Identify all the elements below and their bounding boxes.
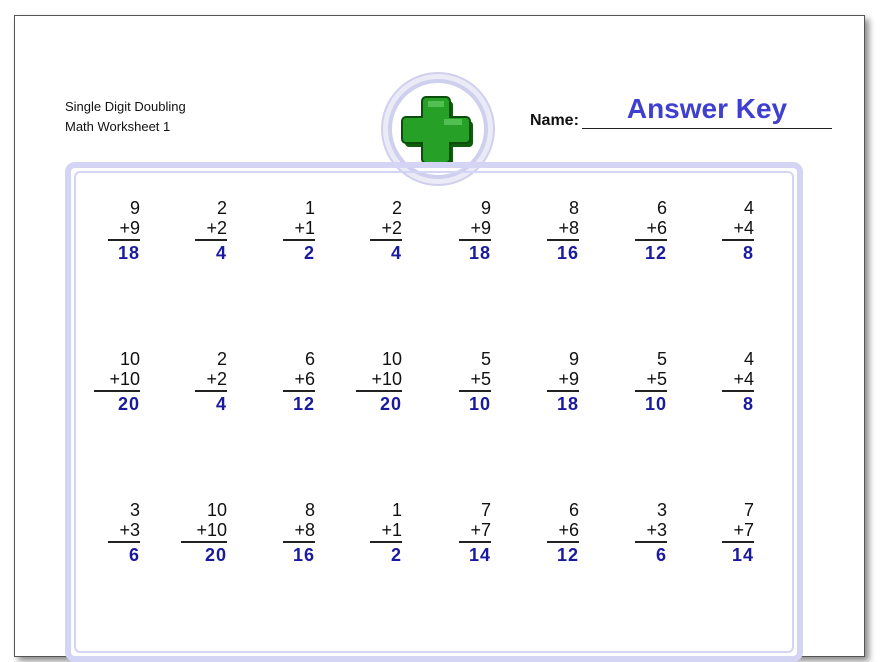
name-answer-key: Answer Key	[626, 93, 788, 124]
problem-top-number: 8	[568, 198, 579, 218]
problem-top-number: 10	[206, 500, 227, 520]
problem	[547, 198, 579, 263]
problem-bottom-addend: +10	[94, 369, 140, 392]
problem-answer: 6	[128, 545, 140, 565]
problem-top-number: 2	[216, 198, 227, 218]
problem-top-number: 6	[656, 198, 667, 218]
problem-answer: 4	[215, 243, 227, 263]
problem	[283, 500, 315, 565]
problem-bottom-addend: +3	[635, 520, 667, 543]
problem	[283, 198, 315, 263]
problem-top-number: 2	[391, 198, 402, 218]
problem-bottom-addend: +2	[195, 369, 227, 392]
name-field	[530, 94, 832, 130]
problem-top-number: 8	[304, 500, 315, 520]
problem-answer: 18	[468, 243, 491, 263]
problem-bottom-addend: +2	[370, 218, 402, 241]
problem-top-number: 7	[743, 500, 754, 520]
problem-bottom-addend: +1	[283, 218, 315, 241]
problem-answer: 20	[379, 394, 402, 414]
problem-answer: 10	[644, 394, 667, 414]
problem-top-number: 1	[391, 500, 402, 520]
problem	[370, 500, 402, 565]
problem-answer: 8	[742, 394, 754, 414]
worksheet-title	[65, 97, 186, 137]
problem-bottom-addend: +9	[547, 369, 579, 392]
problem-answer: 14	[731, 545, 754, 565]
problem	[283, 349, 315, 414]
problem-bottom-addend: +8	[547, 218, 579, 241]
problem-top-number: 10	[381, 349, 402, 369]
problem	[722, 198, 754, 263]
problem	[195, 349, 227, 414]
problem-answer: 20	[117, 394, 140, 414]
problem	[459, 500, 491, 565]
problem-bottom-addend: +1	[370, 520, 402, 543]
problem-top-number: 9	[568, 349, 579, 369]
problem	[108, 198, 140, 263]
problem-bottom-addend: +7	[722, 520, 754, 543]
problem	[547, 349, 579, 414]
title-line-1: Single Digit Doubling	[65, 99, 186, 114]
problem-bottom-addend: +5	[635, 369, 667, 392]
problem-bottom-addend: +4	[722, 369, 754, 392]
problem	[356, 349, 402, 414]
problem-answer: 12	[292, 394, 315, 414]
problem-top-number: 6	[568, 500, 579, 520]
problem-answer: 16	[556, 243, 579, 263]
problem-top-number: 7	[480, 500, 491, 520]
problem	[722, 349, 754, 414]
problem-bottom-addend: +2	[195, 218, 227, 241]
problem-answer: 14	[468, 545, 491, 565]
problem-bottom-addend: +6	[635, 218, 667, 241]
problem-answer: 2	[303, 243, 315, 263]
problem-top-number: 2	[216, 349, 227, 369]
problem	[94, 349, 140, 414]
name-label: Name:	[530, 112, 579, 129]
worksheet-page	[14, 15, 865, 657]
problem	[547, 500, 579, 565]
title-line-2: Math Worksheet 1	[65, 119, 171, 134]
problem-bottom-addend: +4	[722, 218, 754, 241]
problem	[108, 500, 140, 565]
problem-bottom-addend: +6	[283, 369, 315, 392]
problem-bottom-addend: +7	[459, 520, 491, 543]
problem-answer: 4	[215, 394, 227, 414]
problem-top-number: 5	[656, 349, 667, 369]
problems-frame	[65, 162, 803, 662]
problem	[459, 349, 491, 414]
problem	[459, 198, 491, 263]
problem-top-number: 4	[743, 349, 754, 369]
problem	[722, 500, 754, 565]
problem-top-number: 3	[656, 500, 667, 520]
problem-answer: 18	[117, 243, 140, 263]
name-underline	[582, 128, 832, 129]
problem-bottom-addend: +10	[181, 520, 227, 543]
problem-bottom-addend: +9	[459, 218, 491, 241]
problem-bottom-addend: +3	[108, 520, 140, 543]
problem-bottom-addend: +9	[108, 218, 140, 241]
problem-answer: 10	[468, 394, 491, 414]
problem	[370, 198, 402, 263]
problem	[635, 349, 667, 414]
problem-answer: 16	[292, 545, 315, 565]
problem-answer: 8	[742, 243, 754, 263]
problem	[635, 500, 667, 565]
problem-bottom-addend: +10	[356, 369, 402, 392]
problem-top-number: 4	[743, 198, 754, 218]
problem-answer: 18	[556, 394, 579, 414]
problem-top-number: 6	[304, 349, 315, 369]
problem-answer: 6	[655, 545, 667, 565]
problem-answer: 20	[204, 545, 227, 565]
problem-bottom-addend: +5	[459, 369, 491, 392]
problem-top-number: 3	[129, 500, 140, 520]
problem-top-number: 5	[480, 349, 491, 369]
problem-answer: 12	[556, 545, 579, 565]
problem-answer: 2	[390, 545, 402, 565]
problem	[181, 500, 227, 565]
problem	[635, 198, 667, 263]
problem-top-number: 9	[480, 198, 491, 218]
problem-bottom-addend: +6	[547, 520, 579, 543]
problem-answer: 12	[644, 243, 667, 263]
problems-frame-inner	[74, 171, 794, 653]
problem	[195, 198, 227, 263]
problem-bottom-addend: +8	[283, 520, 315, 543]
problem-top-number: 10	[119, 349, 140, 369]
problem-answer: 4	[390, 243, 402, 263]
problem-top-number: 9	[129, 198, 140, 218]
problem-top-number: 1	[304, 198, 315, 218]
